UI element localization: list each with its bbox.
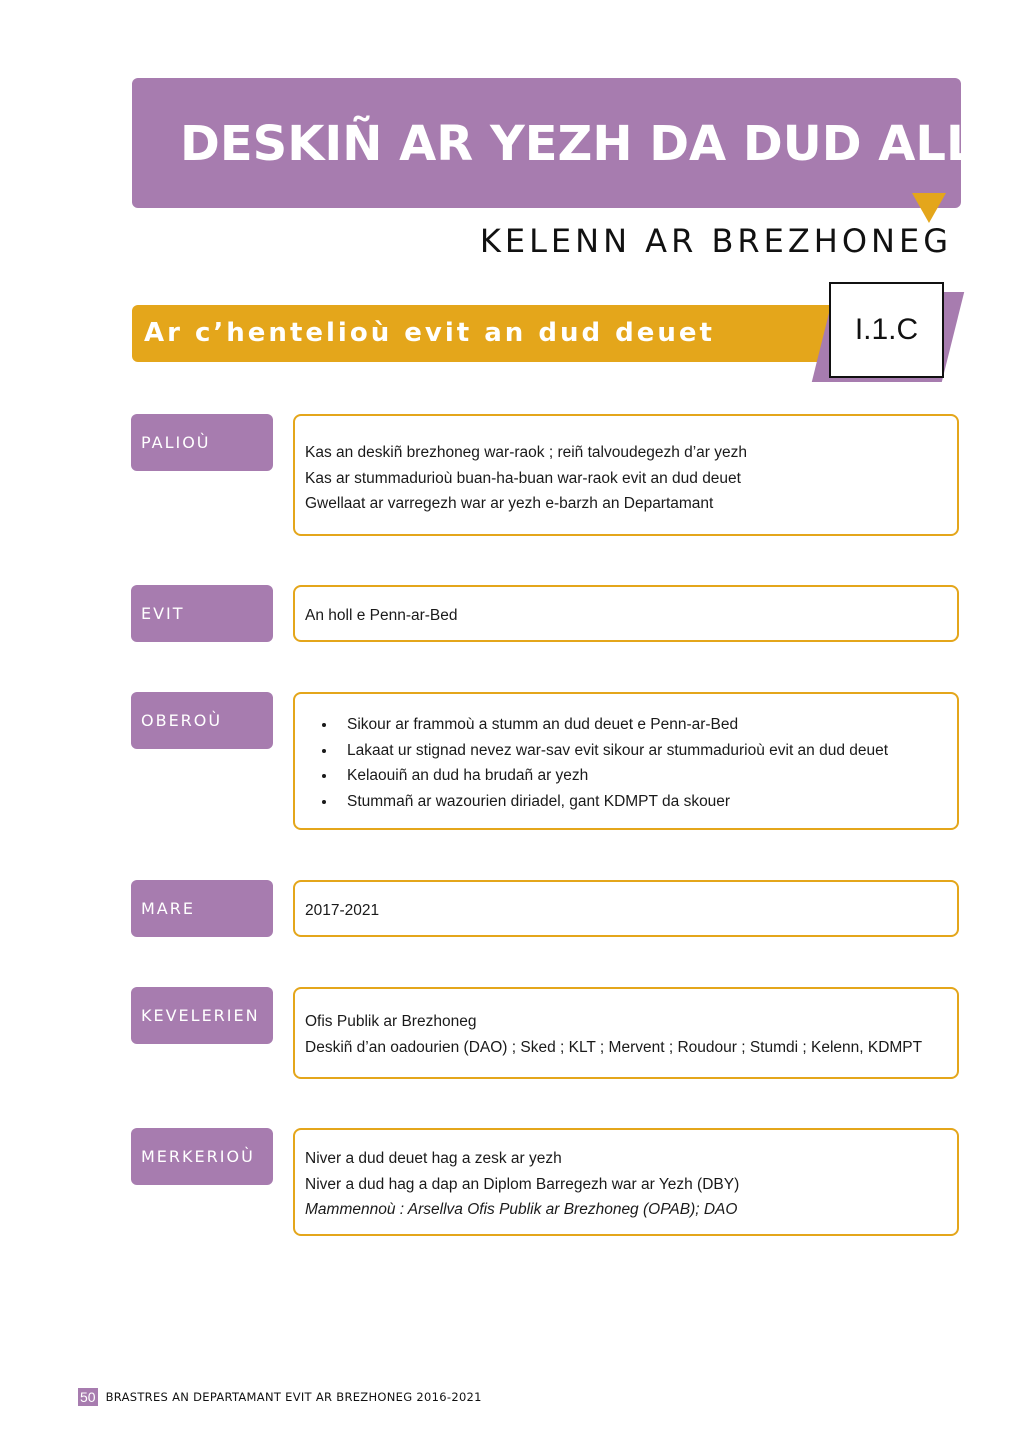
text-line: Niver a dud deuet hag a zesk ar yezh [305,1150,562,1167]
text-line: Niver a dud hag a dap an Diplom Barregezh war ar Yezh (DBY) [305,1175,740,1193]
row-label-oberoù: OBEROÙ [131,692,273,749]
row-label-palioù: PALIOÙ [131,414,273,471]
row-content-palioù [293,414,959,536]
row-label-kevelerien: KEVELERIEN [131,987,273,1044]
row-content-merkerioù [293,1128,959,1236]
text-line: An holl e Penn-ar-Bed [305,607,458,624]
text-line: Gwellaat ar varregezh war ar yezh e-barzh an Departamant [305,495,714,512]
list-item: • Lakaat ur stignad nevez war-sav evit sikour ar stummadurioù evit an dud deuet [337,738,957,764]
page-title: DESKIÑ AR YEZH DA DUD ALL [180,116,977,172]
text-line: Kas an deskiñ brezhoneg war-raok ; reiñ talvoudegezh d’ar yezh [305,444,748,461]
list-item: • Kelaouiñ an dud ha brudañ ar yezh [337,763,957,789]
section-code: I.1.C [829,282,944,378]
page-footer [78,1386,482,1408]
text-line: Deskiñ d’an oadourien (DAO) ; Sked ; KLT ; Mervent ; Roudour ; Stumdi ; Kelenn, KDMPT [305,1038,923,1056]
list-item: • Stummañ ar wazourien diriadel, gant KDMPT da skouer [337,789,957,815]
title-banner [132,78,977,208]
triangle-marker-icon [912,193,946,223]
section-heading: Ar c’hentelioù evit an dud deuet [144,318,715,348]
page-subtitle: KELENN AR BREZHONEG [479,222,952,260]
section-banner [132,305,852,362]
bullet-list [305,712,957,814]
text-line: 2017-2021 [305,902,380,919]
list-item: • Sikour ar frammoù a stumm an dud deuet e Penn-ar-Bed [337,712,957,738]
row-content-kevelerien [293,987,959,1079]
footer-text: BRASTRES AN DEPARTAMANT EVIT AR BREZHONEG 2016-2021 [105,1390,482,1404]
row-content-oberoù [293,692,959,830]
row-content-evit [293,585,959,642]
source-note: Mammennoù : Arsellva Ofis Publik ar Brezhoneg (OPAB); DAO [305,1201,738,1218]
row-label-mare: MARE [131,880,273,937]
text-line: Ofis Publik ar Brezhoneg [305,1013,477,1030]
text-line: Kas ar stummadurioù buan-ha-buan war-raok evit an dud deuet [305,469,741,487]
row-label-merkerioù: MERKERIOÙ [131,1128,273,1185]
row-content-mare [293,880,959,937]
page-number: 50 [80,1389,96,1405]
row-label-evit: EVIT [131,585,273,642]
